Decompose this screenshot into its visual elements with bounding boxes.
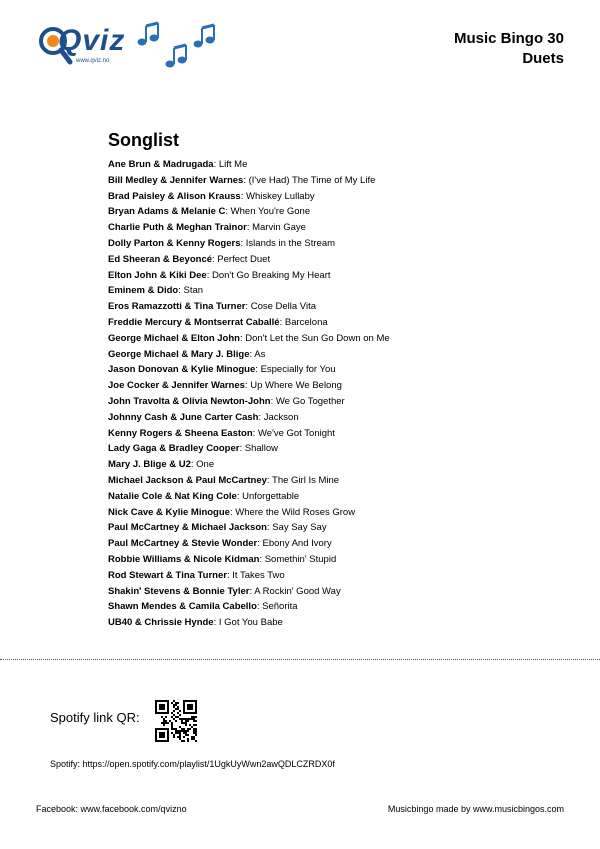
list-item: Brad Paisley & Alison Krauss: Whiskey Lullaby <box>108 190 315 202</box>
song-title: Up Where We Belong <box>250 380 342 392</box>
list-item: Eros Ramazzotti & Tina Turner: Cose Della Vita <box>108 301 317 313</box>
list-item: Lady Gaga & Bradley Cooper: Shallow <box>108 443 279 455</box>
song-artist: Michael Jackson & Paul McCartney <box>108 474 267 486</box>
qr-code-icon[interactable] <box>155 700 197 742</box>
list-item: Bryan Adams & Melanie C: When You're Gone <box>108 206 311 218</box>
page-title: Music Bingo 30 <box>453 30 564 47</box>
list-item: Charlie Puth & Meghan Trainor: Marvin Gaye <box>108 222 306 234</box>
list-item: Freddie Mercury & Montserrat Caballé: Barcelona <box>108 316 328 328</box>
song-title: It Takes Two <box>232 569 285 581</box>
song-title: The Girl Is Mine <box>272 474 340 486</box>
song-title: Shallow <box>244 443 279 455</box>
song-artist: Johnny Cash & June Carter Cash <box>108 411 259 423</box>
song-artist: Paul McCartney & Michael Jackson <box>108 522 267 534</box>
list-item: Elton John & Kiki Dee: Don't Go Breaking My Heart <box>108 269 331 281</box>
song-artist: UB40 & Chrissie Hynde <box>108 617 214 629</box>
footer-facebook[interactable]: Facebook: www.facebook.com/qvizno <box>36 804 187 814</box>
song-title: Where the Wild Roses Grow <box>235 506 356 518</box>
song-artist: John Travolta & Olivia Newton-John <box>108 395 271 407</box>
song-artist: Joe Cocker & Jennifer Warnes <box>108 380 245 392</box>
song-artist: Natalie Cole & Nat King Cole <box>108 490 237 502</box>
song-title: We've Got Tonight <box>257 427 335 439</box>
song-artist: Shawn Mendes & Camila Cabello <box>108 601 257 613</box>
song-artist: Lady Gaga & Bradley Cooper <box>108 443 240 455</box>
song-artist: Rod Stewart & Tina Turner <box>108 569 227 581</box>
logo-url: www.qviz.no <box>76 58 110 64</box>
footer-credit[interactable]: Musicbingo made by www.musicbingos.com <box>387 804 564 814</box>
song-artist: Bill Medley & Jennifer Warnes <box>108 174 244 186</box>
song-title: As <box>254 348 266 360</box>
song-artist: Eminem & Dido <box>108 285 179 297</box>
song-artist: Eros Ramazzotti & Tina Turner <box>108 301 246 313</box>
song-title: Stan <box>183 285 204 297</box>
song-title: We Go Together <box>275 395 345 407</box>
song-title: Whiskey Lullaby <box>245 190 315 202</box>
list-item: George Michael & Mary J. Blige: As <box>108 348 266 360</box>
song-title: Don't Let the Sun Go Down on Me <box>245 332 390 344</box>
list-item: Nick Cave & Kylie Minogue: Where the Wild Roses Grow <box>108 506 356 518</box>
song-artist: Freddie Mercury & Montserrat Caballé <box>108 316 280 328</box>
song-artist: Ane Brun & Madrugada <box>108 159 214 170</box>
song-title: I Got You Babe <box>218 617 283 629</box>
song-artist: Nick Cave & Kylie Minogue <box>108 506 230 518</box>
list-item: Ane Brun & Madrugada: Lift Me <box>108 159 248 170</box>
song-title: Unforgettable <box>242 490 300 502</box>
list-item: Rod Stewart & Tina Turner: It Takes Two <box>108 569 285 581</box>
page-subtitle: Duets <box>522 50 564 67</box>
song-artist: Robbie Williams & Nicole Kidman <box>108 553 260 565</box>
list-item: Joe Cocker & Jennifer Warnes: Up Where We Belong <box>108 380 342 392</box>
song-artist: Mary J. Blige & U2 <box>108 459 191 471</box>
header <box>454 29 564 69</box>
song-title: Islands in the Stream <box>245 237 336 249</box>
song-artist: Charlie Puth & Meghan Trainor <box>108 222 247 234</box>
song-title: Somethin' Stupid <box>264 553 337 565</box>
song-title: Lift Me <box>218 159 248 170</box>
song-artist: Brad Paisley & Alison Krauss <box>108 190 241 202</box>
song-title: Señorita <box>262 601 298 613</box>
song-title: (I've Had) The Time of My Life <box>248 174 376 186</box>
songlist-heading: Songlist <box>108 130 179 150</box>
song-title: Barcelona <box>284 316 328 328</box>
songlist <box>108 130 390 631</box>
song-artist: Shakin' Stevens & Bonnie Tyler <box>108 585 250 597</box>
list-item: Natalie Cole & Nat King Cole: Unforgettable <box>108 490 300 502</box>
song-title: Ebony And Ivory <box>262 538 332 550</box>
song-title: When You're Gone <box>230 206 311 218</box>
song-artist: Ed Sheeran & Beyoncé <box>108 253 213 265</box>
list-item: Dolly Parton & Kenny Rogers: Islands in the Stream <box>108 237 336 249</box>
song-artist: Bryan Adams & Melanie C <box>108 206 226 218</box>
music-notes-icon <box>136 20 218 72</box>
song-artist: Kenny Rogers & Sheena Easton <box>108 427 253 439</box>
qviz-logo <box>36 24 126 70</box>
list-item: Paul McCartney & Stevie Wonder: Ebony And Ivory <box>108 538 332 550</box>
song-title: Jackson <box>263 411 299 423</box>
song-title: One <box>196 459 215 471</box>
list-item: Eminem & Dido: Stan <box>108 285 204 297</box>
dotted-divider <box>0 659 600 660</box>
list-item: Shawn Mendes & Camila Cabello: Señorita <box>108 601 298 613</box>
song-artist: George Michael & Mary J. Blige <box>108 348 250 360</box>
list-item: Shakin' Stevens & Bonnie Tyler: A Rockin' Good Way <box>108 585 341 597</box>
song-artist: Jason Donovan & Kylie Minogue <box>108 364 256 376</box>
song-artist: George Michael & Elton John <box>108 332 240 344</box>
song-title: Marvin Gaye <box>252 222 306 234</box>
song-artist: Elton John & Kiki Dee <box>108 269 207 281</box>
list-item: Mary J. Blige & U2: One <box>108 459 215 471</box>
list-item: Ed Sheeran & Beyoncé: Perfect Duet <box>108 253 271 265</box>
song-artist: Paul McCartney & Stevie Wonder <box>108 538 258 550</box>
list-item: Kenny Rogers & Sheena Easton: We've Got Tonight <box>108 427 335 439</box>
logo-text: Qviz <box>58 24 126 57</box>
song-title: Say Say Say <box>272 522 327 534</box>
song-title: Perfect Duet <box>217 253 271 265</box>
list-item: George Michael & Elton John: Don't Let the Sun Go Down on Me <box>108 332 390 344</box>
song-artist: Dolly Parton & Kenny Rogers <box>108 237 241 249</box>
song-title: Cose Della Vita <box>250 301 317 313</box>
song-title: A Rockin' Good Way <box>254 585 341 597</box>
song-title: Especially for You <box>260 364 336 376</box>
list-item: Jason Donovan & Kylie Minogue: Especially for You <box>108 364 336 376</box>
spotify-link[interactable]: Spotify: https://open.spotify.com/playlist/1UgkUyWwn2awQDLCZRDX0f <box>50 759 335 769</box>
list-item: Johnny Cash & June Carter Cash: Jackson <box>108 411 299 423</box>
list-item: Michael Jackson & Paul McCartney: The Girl Is Mine <box>108 474 340 486</box>
list-item: Bill Medley & Jennifer Warnes: (I've Had) The Time of My Life <box>108 174 376 186</box>
list-item: Robbie Williams & Nicole Kidman: Somethin' Stupid <box>108 553 337 565</box>
spotify-qr-label: Spotify link QR: <box>50 710 140 725</box>
list-item: UB40 & Chrissie Hynde: I Got You Babe <box>108 617 283 629</box>
song-title: Don't Go Breaking My Heart <box>212 269 331 281</box>
list-item: John Travolta & Olivia Newton-John: We Go Together <box>108 395 345 407</box>
song-list <box>108 157 390 631</box>
list-item: Paul McCartney & Michael Jackson: Say Say Say <box>108 522 327 534</box>
